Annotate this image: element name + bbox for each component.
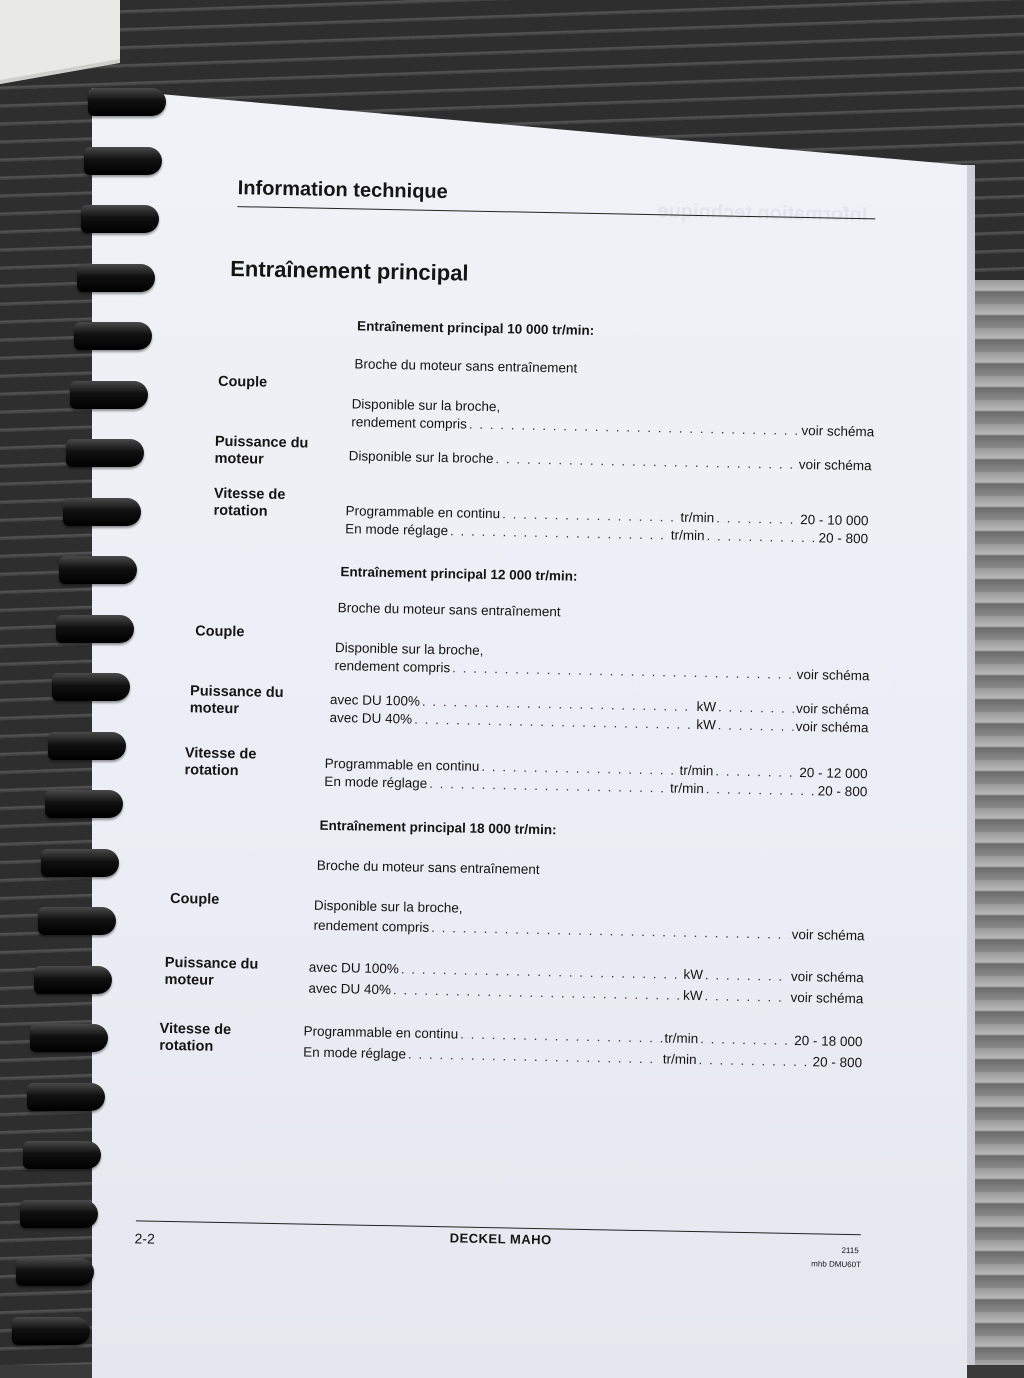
puissance-unit: kW (696, 717, 716, 733)
puissance-unit: kW (696, 699, 717, 715)
vitesse-text: En mode réglage (324, 773, 428, 791)
footer-model-code: mhb DMU60T (811, 1259, 862, 1270)
block-subtitle: Entraînement principal 10 000 tr/min: (357, 318, 595, 338)
leader-dots (429, 776, 668, 796)
vitesse-label: Vitesse de rotation (184, 745, 257, 780)
couple-line-1: Disponible sur la broche, (351, 396, 501, 415)
leader-dots (450, 523, 669, 542)
spec-block-10000 (212, 316, 917, 589)
couple-value: voir schéma (791, 926, 865, 944)
leader-dots (700, 1031, 792, 1048)
leader-dots (393, 982, 681, 1003)
leader-dots (718, 699, 794, 715)
vitesse-unit: tr/min (664, 1030, 699, 1047)
vitesse-unit: tr/min (670, 527, 705, 544)
vitesse-unit: tr/min (679, 762, 714, 779)
block-subtitle: Entraînement principal 12 000 tr/min: (340, 564, 578, 584)
couple-value: voir schéma (801, 422, 875, 440)
vitesse-text: En mode réglage (345, 521, 449, 539)
vitesse-value: 20 - 800 (817, 783, 868, 800)
couple-label: Couple (169, 890, 220, 908)
couple-label: Couple (217, 373, 268, 391)
leader-dots (706, 781, 816, 798)
leader-dots (431, 920, 790, 942)
leader-dots (705, 967, 789, 984)
vitesse-value: 20 - 10 000 (800, 511, 869, 529)
puissance-value: voir schéma (795, 700, 870, 718)
leader-dots (715, 763, 797, 780)
puissance-value: voir schéma (790, 968, 864, 986)
leader-dots (460, 1027, 663, 1046)
puissance-label: Puissance du moteur (189, 683, 284, 718)
leader-dots (401, 961, 682, 981)
footer-code: 2115 (841, 1245, 859, 1256)
puissance-text: avec DU 40% (308, 980, 392, 998)
show-through-text: Information technique (657, 200, 868, 227)
leader-dots (502, 506, 679, 524)
leader-dots (716, 510, 798, 527)
puissance-row-1 (349, 448, 872, 473)
couple-line-2: rendement compris (351, 414, 467, 432)
couple-line-1: Disponible sur la broche, (313, 897, 463, 916)
vitesse-value: 20 - 18 000 (794, 1032, 863, 1050)
leader-dots (495, 451, 797, 472)
leader-dots (422, 694, 695, 714)
leader-dots (698, 1052, 810, 1069)
leader-dots (469, 417, 800, 438)
spindle-text: Broche du moteur sans entraînement (316, 857, 540, 878)
vitesse-text: Programmable en continu (303, 1023, 459, 1042)
puissance-label: Puissance du moteur (164, 954, 259, 989)
vitesse-text: En mode réglage (303, 1044, 407, 1062)
leader-dots (706, 528, 816, 545)
footer-brand: DECKEL MAHO (449, 1230, 552, 1248)
vitesse-unit: tr/min (669, 780, 704, 797)
couple-row (334, 658, 869, 683)
vitesse-unit: tr/min (662, 1051, 697, 1068)
leader-dots (414, 712, 694, 732)
puissance-label: Puissance du moteur (214, 433, 309, 468)
leader-dots (452, 660, 795, 682)
leader-dots (718, 717, 794, 733)
puissance-row-2 (308, 981, 863, 1007)
couple-label: Couple (195, 623, 245, 641)
leader-dots (408, 1047, 661, 1067)
vitesse-value: 20 - 800 (812, 1054, 863, 1071)
page-title: Information technique (237, 177, 448, 204)
couple-row (313, 918, 864, 944)
vitesse-row-2 (303, 1045, 862, 1071)
vitesse-text: Programmable en continu (345, 503, 501, 522)
section-title: Entraînement principal (229, 255, 469, 286)
vitesse-text: Programmable en continu (324, 755, 480, 774)
block-subtitle: Entraînement principal 18 000 tr/min: (319, 817, 557, 838)
puissance-value: voir schéma (798, 456, 872, 474)
puissance-value: voir schéma (790, 989, 864, 1007)
leader-dots (481, 759, 678, 778)
puissance-unit: kW (683, 966, 704, 983)
vitesse-label: Vitesse de rotation (213, 485, 286, 520)
spindle-text: Broche du moteur sans entraînement (354, 356, 578, 376)
vitesse-unit: tr/min (680, 509, 715, 526)
spindle-text: Broche du moteur sans entraînement (337, 600, 561, 620)
puissance-text: Disponible sur la broche (348, 448, 494, 467)
couple-line-2: rendement compris (313, 917, 430, 935)
couple-value: voir schéma (796, 666, 870, 684)
spec-block-12000 (184, 561, 893, 834)
couple-row (351, 414, 874, 439)
vitesse-value: 20 - 800 (818, 530, 869, 547)
puissance-text: avec DU 100% (329, 691, 421, 709)
puissance-text: avec DU 40% (329, 709, 413, 727)
puissance-unit: kW (682, 987, 703, 1004)
spec-block-18000 (159, 815, 868, 1088)
vitesse-label: Vitesse de rotation (159, 1020, 232, 1055)
couple-line-2: rendement compris (334, 658, 451, 676)
leader-dots (704, 988, 788, 1005)
page-number: 2-2 (134, 1230, 155, 1247)
vitesse-value: 20 - 12 000 (799, 764, 868, 782)
puissance-text: avec DU 100% (308, 959, 400, 977)
couple-line-1: Disponible sur la broche, (334, 640, 484, 658)
puissance-value: voir schéma (795, 718, 869, 736)
